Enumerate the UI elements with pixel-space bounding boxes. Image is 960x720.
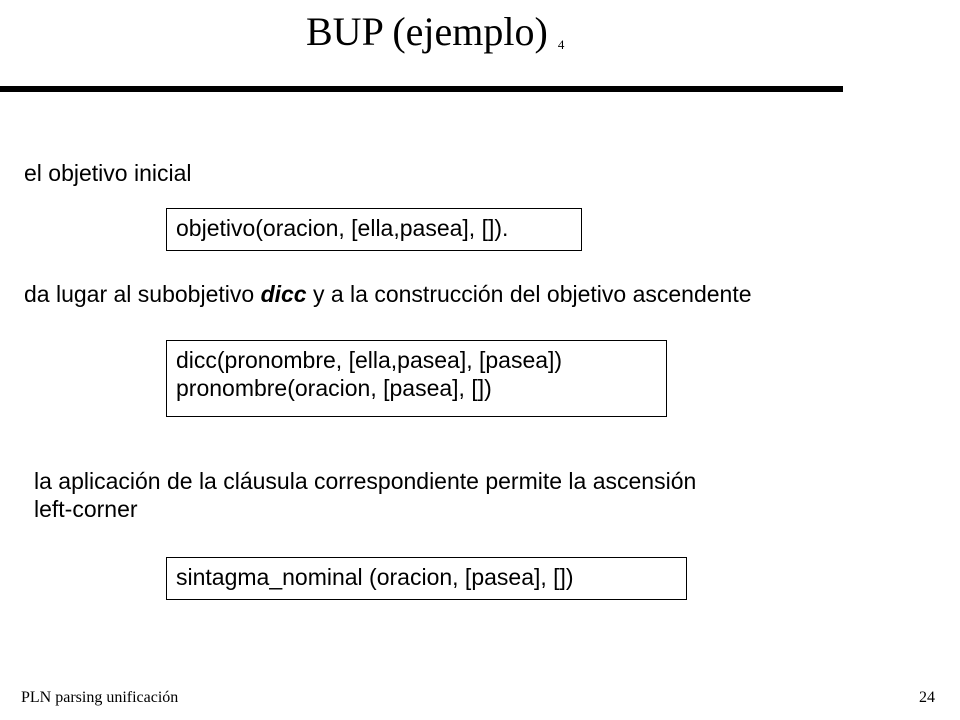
subgoal-text-after: y a la construcción del objetivo ascendente (306, 281, 752, 307)
code-line: sintagma_nominal (oracion, [pasea], []) (176, 564, 574, 590)
slide-title-superscript: 4 (557, 37, 565, 52)
footer-course-label: PLN parsing unificación (21, 689, 179, 706)
footer-page-number: 24 (919, 689, 935, 706)
code-box-subgoal (166, 340, 667, 417)
subgoal-emphasis: dicc (260, 281, 307, 307)
slide-title (306, 8, 564, 69)
slide-title-text: BUP (ejemplo) (306, 9, 548, 54)
code-line: objetivo(oracion, [ella,pasea], []). (176, 215, 509, 241)
subgoal-text-before: da lugar al subobjetivo (24, 281, 261, 307)
intro-text: el objetivo inicial (24, 160, 192, 186)
code-box-initial-goal (166, 208, 582, 251)
ascension-text-line1: la aplicación de la cláusula correspondiente permite la ascensión (34, 468, 697, 494)
code-line: dicc(pronombre, [ella,pasea], [pasea]) (176, 347, 563, 373)
title-underline-rule (0, 86, 843, 92)
ascension-text (34, 467, 696, 523)
ascension-text-line2: left-corner (34, 496, 138, 522)
code-line: pronombre(oracion, [pasea], []) (176, 375, 492, 401)
code-box-left-corner (166, 557, 687, 600)
subgoal-text (24, 280, 752, 308)
